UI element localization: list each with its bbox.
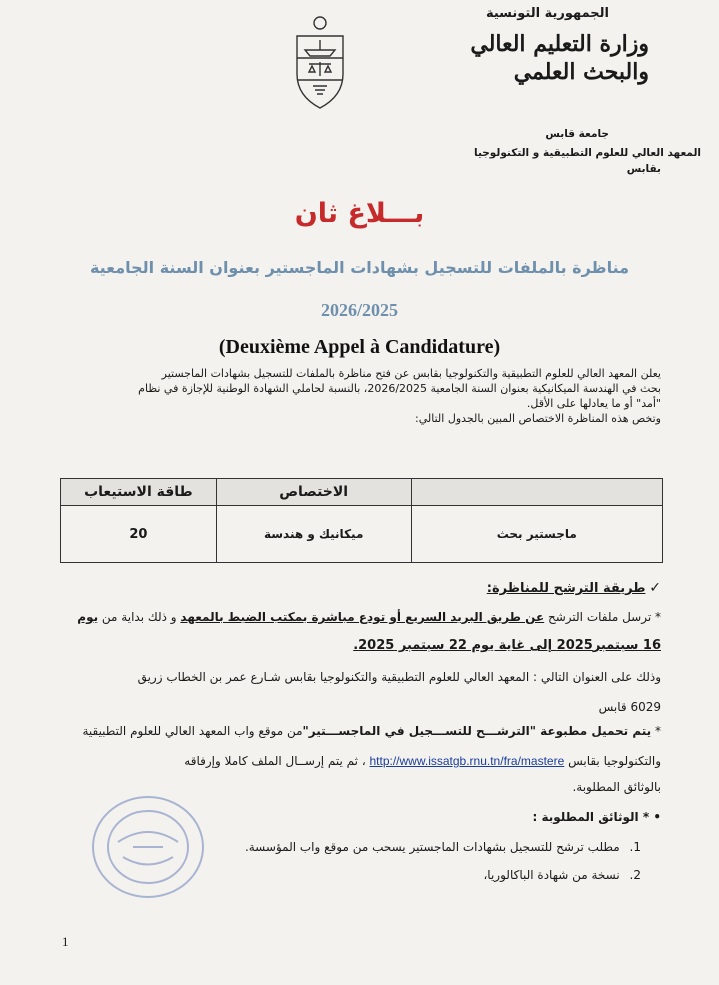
- application-paragraph-2-line-3: بالوثائق المطلوبة.: [572, 780, 661, 794]
- institute-line-1: المعهد العالي للعلوم التطبيقية و التكنولوجيا: [474, 147, 701, 159]
- application-heading-line: [41, 580, 661, 596]
- list-item-number: 2.: [629, 868, 641, 882]
- address-line-1: وذلك على العنوان التالي : المعهد العالي للعلوم التطبيقية والتكنولوجيا بقابس شـارع عمر بن الخطاب زريق: [137, 670, 661, 684]
- french-title: (Deuxième Appel à Candidature): [218, 336, 501, 358]
- institute-line-2: بقابس: [626, 163, 661, 175]
- address-line-2: 6029 قابس: [598, 700, 661, 714]
- cell-degree: ماجستير بحث: [411, 506, 663, 563]
- application-paragraph-1: [41, 610, 661, 624]
- cell-specialty: ميكانيك و هندسة: [216, 506, 411, 563]
- intro-line: يعلن المعهد العالي للعلوم التطبيقية والتكنولوجيا بقابس عن فتح مناظرة بالملفات للتسجيل بشهادات الماجستير: [161, 367, 661, 380]
- official-seal-stamp-icon: [88, 792, 208, 902]
- tunisia-coat-of-arms-icon: [285, 14, 355, 114]
- p2-tail: من موقع واب المعهد العالي للعلوم التطبيقية: [82, 724, 303, 738]
- checkmark-icon: ✓: [649, 580, 661, 596]
- table-row: [61, 506, 663, 563]
- bullet-icon: •: [653, 810, 661, 824]
- p1-bold-day: يوم: [77, 610, 99, 624]
- ministry-name: [419, 30, 649, 86]
- university-name: جامعة قابس: [545, 128, 609, 140]
- ministry-line-2: والبحث العلمي: [513, 59, 649, 85]
- p1-lead: * ترسل ملفات الترشح: [544, 610, 661, 624]
- intro-line: "أمد" أو ما يعادلها على الأقل.: [526, 397, 661, 410]
- application-paragraph-2: [41, 724, 661, 738]
- documents-heading-text: * الوثائق المطلوبة :: [532, 810, 650, 824]
- table-header-capacity: طاقة الاستيعاب: [61, 479, 217, 506]
- ministry-line-1: وزارة التعليم العالي: [470, 31, 649, 57]
- table-header-row: [61, 479, 663, 506]
- institute-website-link[interactable]: http://www.issatgb.rnu.tn/fra/mastere: [369, 754, 565, 768]
- p2-line2-start: والتكنولوجيا بقابس: [564, 754, 661, 768]
- p2-lead: *: [651, 724, 661, 738]
- p1-bold: عن طريق البريد السريع أو تودع مباشرة بمكتب الضبط بالمعهد: [180, 610, 545, 624]
- table-header-degree: [411, 479, 663, 506]
- intro-line: بحث في الهندسة الميكانيكية بعنوان السنة الجامعية 2026/2025، بالنسبة لحاملي الشهادة الوطنية للإجازة في نظام: [138, 382, 661, 395]
- p2-line2-end: ، ثم يتم إرســال الملف كاملا وإرفاقه: [184, 754, 370, 768]
- list-item-text: نسخة من شهادة الباكالوريا،: [483, 868, 620, 882]
- p2-bold: يتم تحميل مطبوعة "الترشـــح للتســـجيل في الماجســـتير": [302, 724, 652, 738]
- institute-name: [474, 145, 701, 177]
- list-item-text: مطلب ترشح للتسجيل بشهادات الماجستير يسحب من موقع واب المؤسسة.: [244, 840, 620, 854]
- list-item-number: 1.: [629, 840, 641, 854]
- notice-subtitle: مناظرة بالملفات للتسجيل بشهادات الماجستير بعنوان السنة الجامعية: [89, 258, 630, 277]
- notice-title: بـــلاغ ثان: [294, 198, 425, 229]
- intro-line: وتخص هذه المناظرة الاختصاص المبين بالجدول التالي:: [415, 412, 661, 425]
- table-header-specialty: الاختصاص: [216, 479, 411, 506]
- p1-tail: و ذلك بداية من: [98, 610, 181, 624]
- specialty-table: [60, 478, 663, 563]
- application-heading: طريقة الترشح للمناظرة:: [486, 581, 646, 596]
- cell-capacity: 20: [61, 506, 217, 563]
- country-name: الجمهورية التونسية: [485, 6, 609, 21]
- page-number: 1: [62, 934, 69, 949]
- application-dates: 16 سبتمبر2025 إلى غاية يوم 22 سبتمبر 2025.: [353, 638, 661, 653]
- intro-paragraph: [61, 366, 661, 426]
- academic-year: 2026/2025: [320, 300, 398, 320]
- application-paragraph-2-line-2: [41, 754, 661, 768]
